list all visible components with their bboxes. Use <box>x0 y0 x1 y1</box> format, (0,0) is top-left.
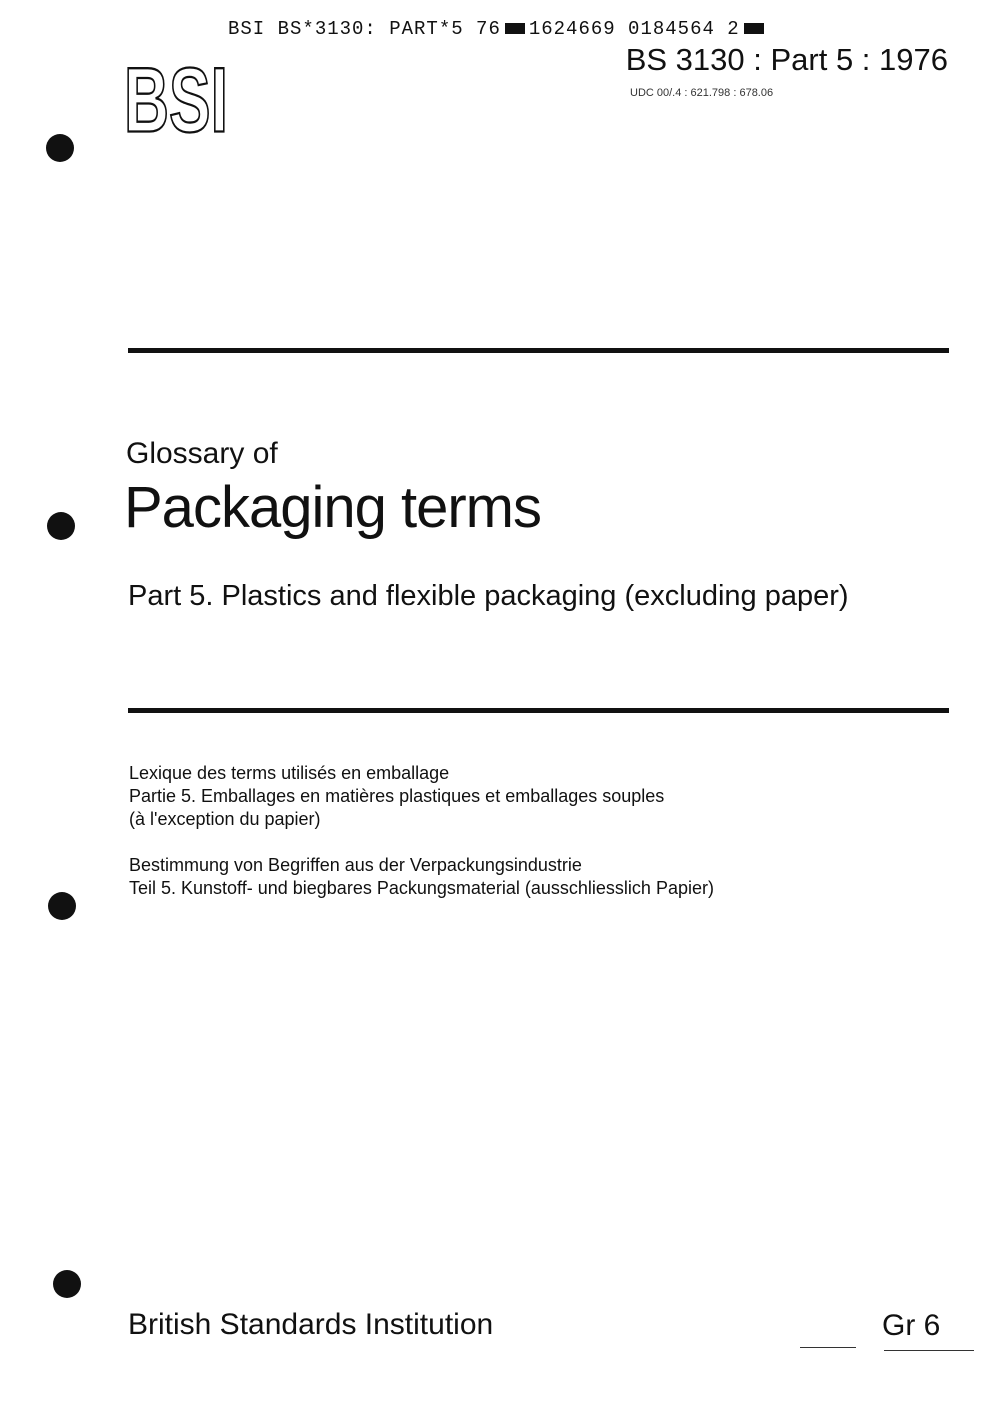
marker-block-2 <box>744 23 764 34</box>
punch-hole-1 <box>46 134 74 162</box>
punch-hole-3 <box>48 892 76 920</box>
title-prefix: Glossary of <box>126 437 278 470</box>
udc-classification: UDC 00/.4 : 621.798 : 678.06 <box>630 87 774 99</box>
header-code-left: BSI BS*3130: PART*5 76 <box>228 18 501 40</box>
punch-hole-4 <box>53 1270 81 1298</box>
punch-hole-2 <box>47 512 75 540</box>
top-rule <box>128 348 949 353</box>
publisher: British Standards Institution <box>128 1308 494 1341</box>
french-line-2: Partie 5. Emballages en matières plastiques et emballages souples <box>129 786 665 806</box>
french-line-1: Lexique des terms utilisés en emballage <box>129 763 450 783</box>
price-grade: Gr 6 <box>882 1309 941 1342</box>
french-line-3: (à l'exception du papier) <box>129 809 321 829</box>
standard-number: BS 3130 : Part 5 : 1976 <box>625 42 948 77</box>
german-title <box>129 854 714 900</box>
middle-rule <box>128 708 949 713</box>
german-line-1: Bestimmung von Begriffen aus der Verpackungsindustrie <box>129 855 582 875</box>
scan-mark-left <box>800 1347 856 1356</box>
header-code-right: 1624669 0184564 2 <box>528 18 740 40</box>
german-line-2: Teil 5. Kunstoff- und biegbares Packungsmaterial (ausschliesslich Papier) <box>129 878 714 898</box>
bsi-logo <box>122 44 230 152</box>
bsi-logo-text: BSI <box>124 49 228 152</box>
scan-mark-right <box>884 1350 974 1359</box>
main-title: Packaging terms <box>124 475 541 540</box>
marker-block-1 <box>505 23 525 34</box>
header-code <box>228 18 768 40</box>
french-title <box>129 762 664 831</box>
part-subtitle: Part 5. Plastics and flexible packaging (excluding paper) <box>128 580 849 612</box>
